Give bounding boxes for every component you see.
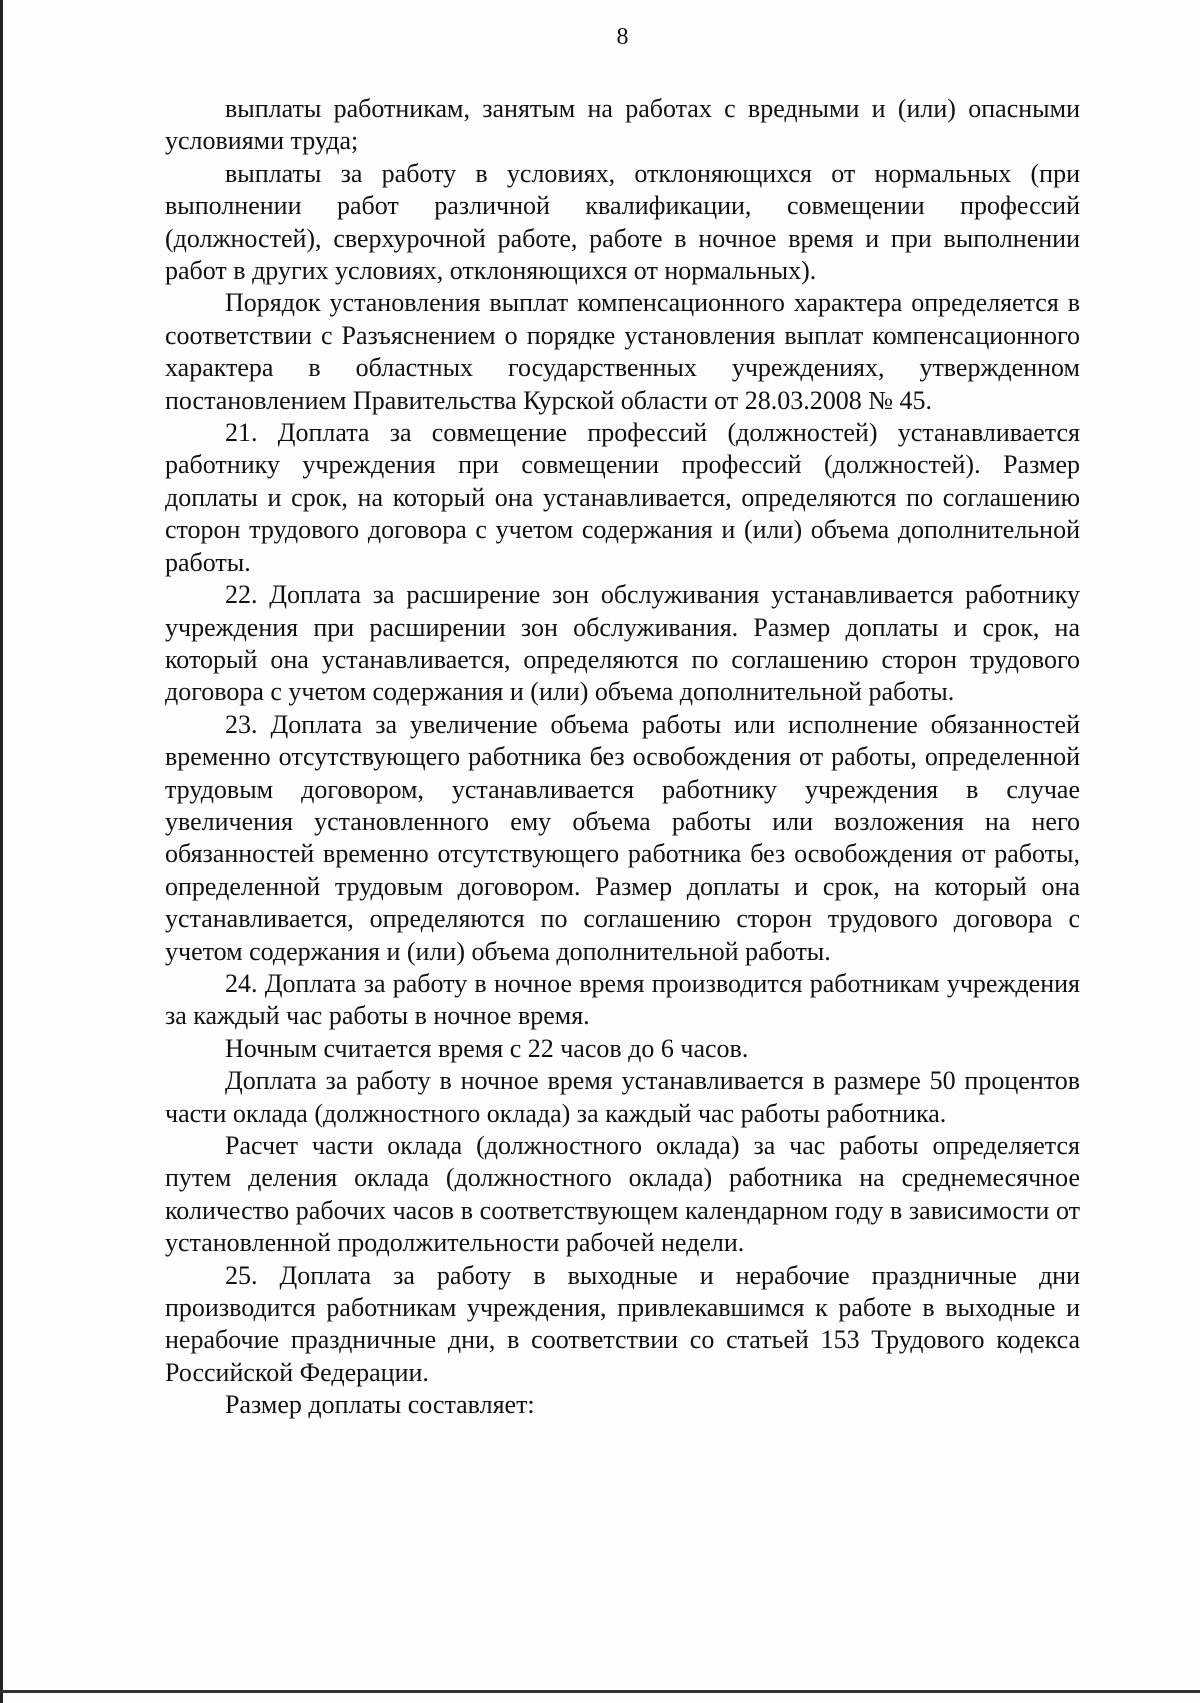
paragraph-procedure: Порядок установления выплат компенсационного характера определяется в соответствии с Разъяснением о порядке установления выплат компенсационного характера в областных государственных учреждениях, утвержденном постановлением Правительства Курской области от 28.03.2008 № 45. (165, 288, 1080, 415)
page-number: 8 (616, 24, 629, 50)
paragraph-22: 22. Доплата за расширение зон обслуживания устанавливается работнику учреждения при расширении зон обслуживания. Размер доплаты и срок, на который она устанавливается, определяются по соглашению сторон трудового договора с учетом содержания и (или) объема дополнительной работы. (165, 580, 1080, 707)
scan-edge-left (0, 0, 3, 1703)
paragraph-hourly-calculation: Расчет части оклада (должностного оклада) за час работы определяется путем деления оклада (должностного оклада) работника на среднемесячное количество рабочих часов в соответствующем календарном году в зависимости от установленной продолжительности рабочей недели. (165, 1131, 1080, 1258)
paragraph-payment-size: Размер доплаты составляет: (225, 1390, 535, 1420)
paragraph-25: 25. Доплата за работу в выходные и нерабочие праздничные дни производится работникам учреждения, привлекавшимся к работе в выходные и нерабочие праздничные дни, в соответствии со статьей 153 Трудового кодекса Российской Федерации. (165, 1260, 1080, 1387)
paragraph-21: 21. Доплата за совмещение профессий (должностей) устанавливается работнику учреждения при совмещении профессий (должностей). Размер доплаты и срок, на который она устанавливается, определяются по соглашению сторон трудового договора с учетом содержания и (или) объема дополнительной работы. (165, 418, 1080, 577)
paragraph-night-hours: Ночным считается время с 22 часов до 6 часов. (225, 1033, 749, 1063)
paragraph-night-rate: Доплата за работу в ночное время устанавливается в размере 50 процентов части оклада (должностного оклада) за каждый час работы работника. (165, 1066, 1080, 1128)
paragraph-abnormal-conditions: выплаты за работу в условиях, отклоняющихся от нормальных (при выполнении работ различной квалификации, совмещении профессий (должностей), сверхурочной работе, работе в ночное время и при выполнении работ в других условиях, отклоняющихся от нормальных). (165, 158, 1080, 286)
paragraph-24: 24. Доплата за работу в ночное время производится работникам учреждения за каждый час работы в ночное время. (165, 968, 1080, 1031)
paragraph-23: 23. Доплата за увеличение объема работы или исполнение обязанностей временно отсутствующего работника без освобождения от работы, определенной трудовым договором, устанавливается работнику учреждения в случае увеличения установленного ему объема работы или возложения на него обязанностей временно отсутствующего работника без освобождения от работы, определенной трудовым договором. Размер доплаты и срок, на который она устанавливается, определяются по соглашению сторон трудового договора с учетом содержания и (или) объема дополнительной работы. (165, 709, 1080, 966)
paragraph-hazard-payments: выплаты работникам, занятым на работах с вредными и (или) опасными условиями труда; (165, 94, 1080, 156)
scan-edge-bottom (0, 1690, 1200, 1693)
document-body (165, 93, 1080, 1422)
